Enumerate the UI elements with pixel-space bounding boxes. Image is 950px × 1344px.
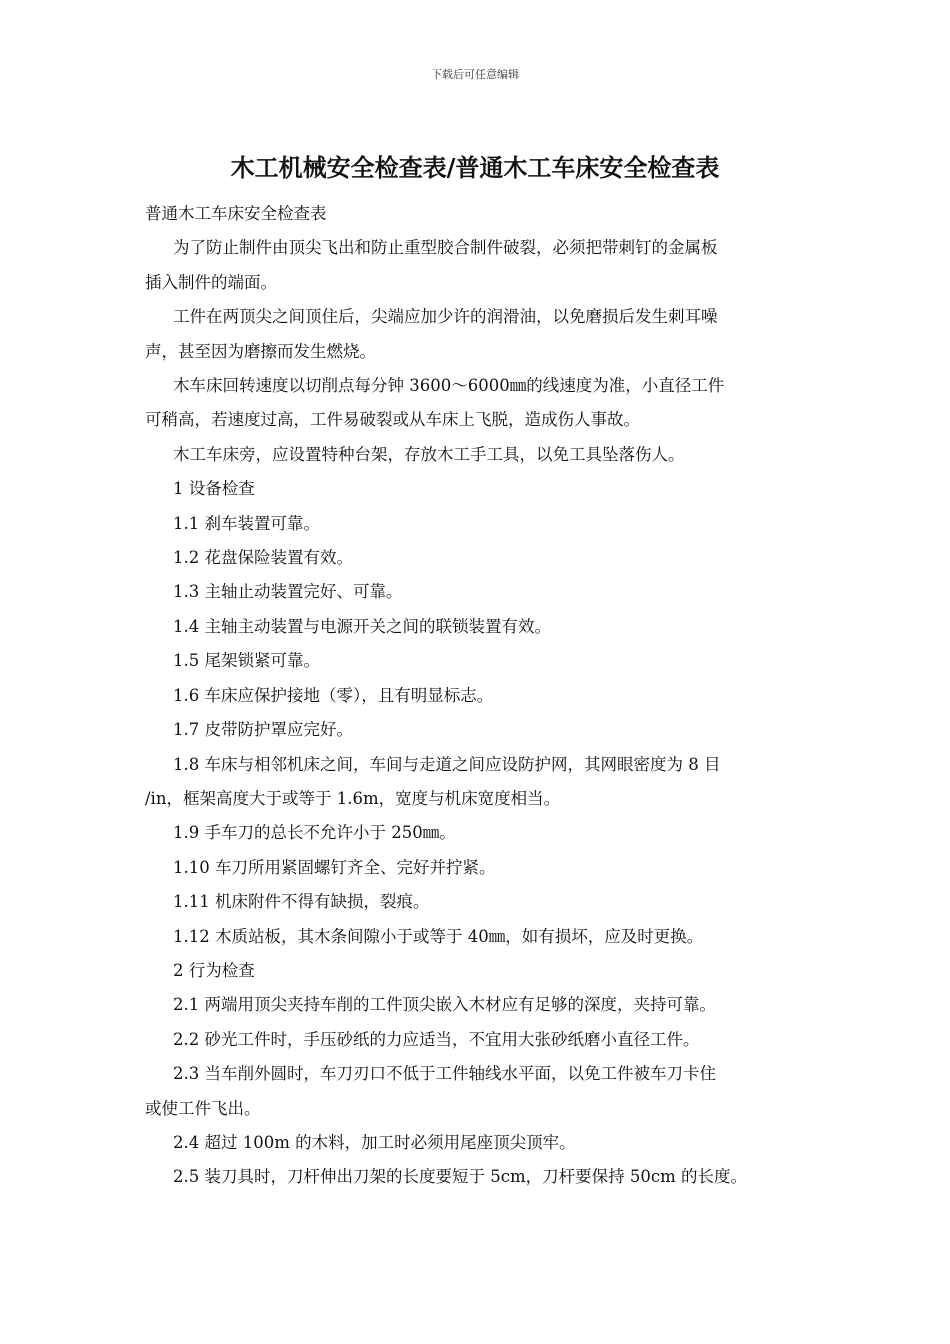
document-title: 木工机械安全检查表/普通木工车床安全检查表 — [230, 153, 720, 182]
document-body — [145, 197, 805, 1195]
checklist-item: 1.4 主轴主动装置与电源开关之间的联锁装置有效。 — [173, 616, 551, 636]
checklist-item: 1.1 刹车装置可靠。 — [173, 513, 320, 533]
checklist-item: 2.2 砂光工件时，手压砂纸的力应适当，不宜用大张砂纸磨小直径工件。 — [173, 1029, 700, 1049]
checklist-item: 2.4 超过 100m 的木料，加工时必须用尾座顶尖顶牢。 — [173, 1132, 576, 1152]
checklist-item: 1.8 车床与相邻机床之间，车间与走道之间应设防护网，其网眼密度为 8 目 — [173, 754, 721, 774]
checklist-item: 1.6 车床应保护接地（零），且有明显标志。 — [173, 685, 494, 705]
checklist-item-continuation: /in，框架高度大于或等于 1.6m，宽度与机床宽度相当。 — [145, 788, 561, 808]
header-note: 下载后可任意编辑 — [431, 68, 519, 81]
checklist-item: 1.12 木质站板，其木条间隙小于或等于 40㎜，如有损坏，应及时更换。 — [173, 926, 704, 946]
checklist-item: 1.11 机床附件不得有缺损，裂痕。 — [173, 892, 430, 912]
paragraph-line: 木车床回转速度以切削点每分钟 3600～6000㎜的线速度为准，小直径工件 — [173, 376, 725, 396]
section-heading: 2 行为检查 — [173, 960, 255, 980]
paragraph-line: 插入制件的端面。 — [145, 272, 277, 292]
paragraph-line: 普通木工车床安全检查表 — [145, 204, 327, 223]
checklist-item: 2.1 两端用顶尖夹持车削的工件顶尖嵌入木材应有足够的深度，夹持可靠。 — [173, 995, 716, 1015]
paragraph-line: 可稍高，若速度过高，工件易破裂或从车床上飞脱，造成伤人事故。 — [145, 410, 640, 430]
checklist-item: 1.3 主轴止动装置完好、可靠。 — [173, 582, 403, 602]
checklist-item: 1.5 尾架锁紧可靠。 — [173, 651, 320, 671]
section-heading: 1 设备检查 — [173, 479, 255, 499]
paragraph-line: 木工车床旁，应设置特种台架，存放木工手工具，以免工具坠落伤人。 — [173, 444, 685, 464]
checklist-item: 1.9 手车刀的总长不允许小于 250㎜。 — [173, 823, 456, 843]
checklist-item: 2.3 当车削外圆时，车刀刃口不低于工件轴线水平面，以免工件被车刀卡住 — [173, 1064, 716, 1084]
paragraph-line: 为了防止制件由顶尖飞出和防止重型胶合制件破裂，必须把带刺钉的金属板 — [173, 238, 718, 258]
checklist-item: 2.5 装刀具时，刀杆伸出刀架的长度要短于 5cm，刀杆要保持 50cm 的长度。 — [173, 1167, 747, 1187]
checklist-item: 1.10 车刀所用紧固螺钉齐全、完好并拧紧。 — [173, 857, 496, 877]
checklist-item: 1.7 皮带防护罩应完好。 — [173, 720, 353, 740]
paragraph-line: 工件在两顶尖之间顶住后，尖端应加少许的润滑油，以免磨损后发生刺耳噪 — [173, 307, 718, 327]
checklist-item-continuation: 或使工件飞出。 — [145, 1098, 261, 1118]
checklist-item: 1.2 花盘保险装置有效。 — [173, 548, 353, 568]
paragraph-line: 声，甚至因为磨擦而发生燃烧。 — [145, 341, 376, 361]
